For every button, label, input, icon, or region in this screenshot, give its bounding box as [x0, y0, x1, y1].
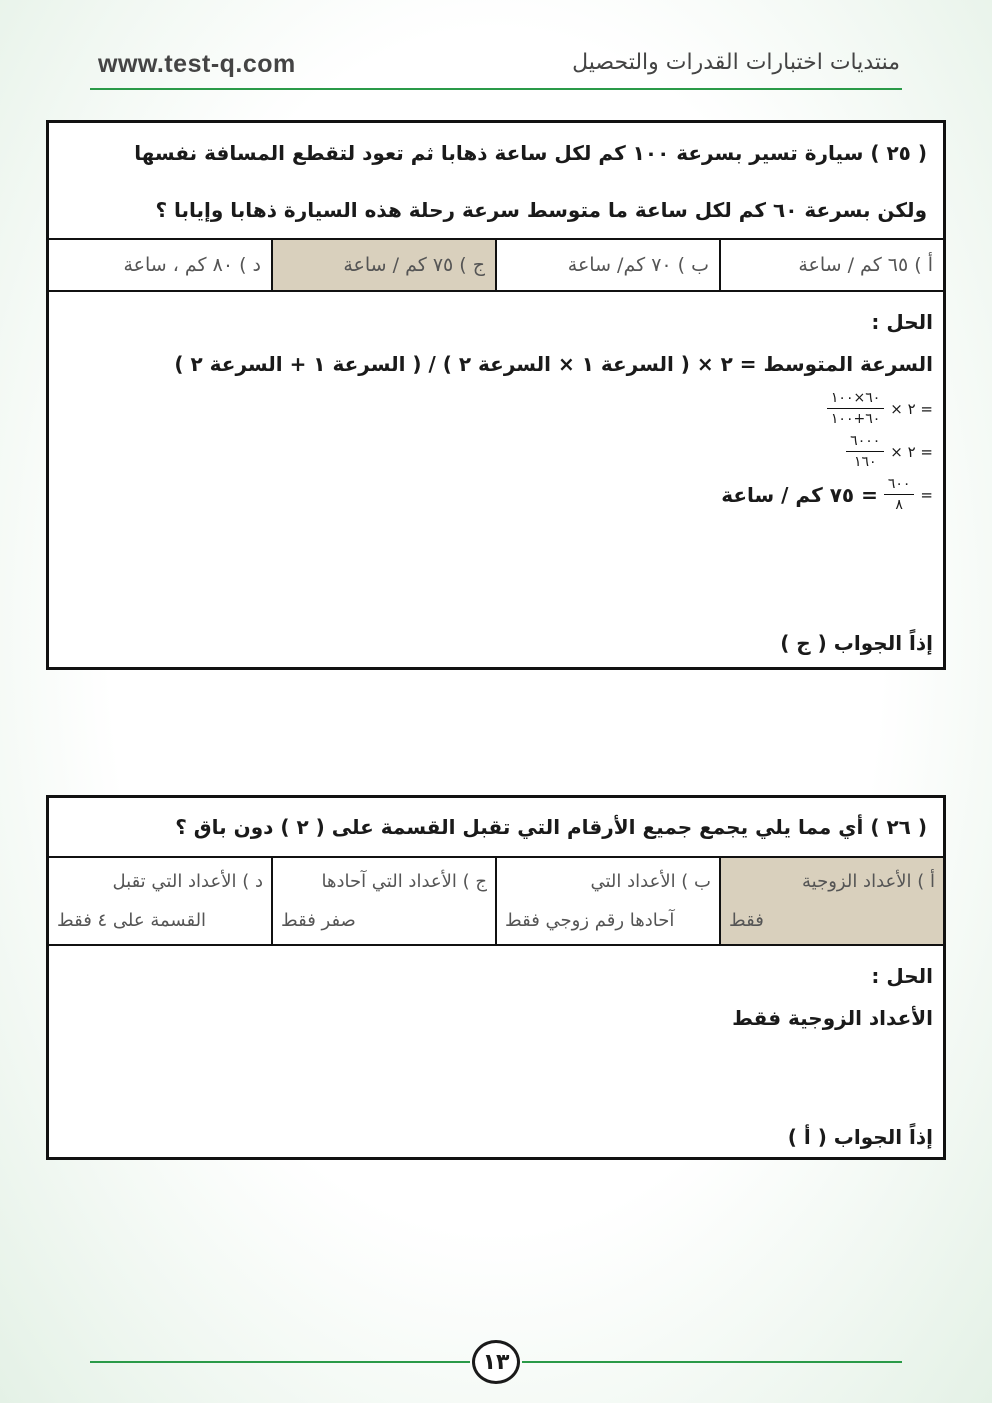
- step-2-fraction: [846, 433, 884, 470]
- question-26-text: ( ٢٦ ) أي مما يلي يجمع جميع الأرقام التي تقبل القسمة على ( ٢ ) دون باق ؟: [175, 815, 927, 839]
- option-c-line-2: صفر فقط: [281, 910, 356, 931]
- option-b-line-1: ب ) الأعداد التي: [590, 871, 711, 892]
- option-a[interactable]: أ ) ٦٥ كم / ساعة: [719, 240, 943, 290]
- step-2-prefix: = ٢ ×: [890, 442, 933, 461]
- footer-divider-right: [522, 1361, 902, 1363]
- option-b[interactable]: ب ) ٧٠ كم/ ساعة: [495, 240, 719, 290]
- question-25-solution: [49, 292, 943, 667]
- solution-step-2: [65, 433, 933, 470]
- question-26-solution: [49, 946, 943, 1161]
- option-d-line-1: د ) الأعداد التي تقبل: [112, 871, 263, 892]
- site-url[interactable]: www.test-q.com: [98, 50, 296, 78]
- page-number: ١٣: [472, 1340, 520, 1384]
- step-3-fraction: [884, 476, 915, 513]
- solution-label: الحل :: [871, 310, 933, 334]
- header-divider: [90, 88, 902, 90]
- step-1-prefix: = ٢ ×: [890, 399, 933, 418]
- average-speed-formula: السرعة المتوسط = ٢ × ( السرعة ١ × السرعة ٢ ) / ( السرعة ١ + السرعة ٢ ): [174, 352, 933, 376]
- step-1-numerator: ٦٠×١٠٠: [827, 390, 884, 409]
- option-d-line-2: القسمة على ٤ فقط: [57, 910, 207, 931]
- question-25-text: [49, 123, 943, 238]
- option-a-line-1: أ ) الأعداد الزوجية: [802, 871, 935, 892]
- solution-step-3: [65, 476, 933, 513]
- question-25-answer: إذاً الجواب ( ج ): [780, 631, 933, 655]
- step-2-denominator: ١٦٠: [853, 454, 877, 470]
- question-25-line-2: ولكن بسرعة ٦٠ كم لكل ساعة ما متوسط سرعة رحلة هذه السيارة ذهابا وإيابا ؟: [155, 198, 927, 222]
- step-3-prefix: =: [920, 485, 933, 504]
- step-2-numerator: ٦٠٠٠: [846, 433, 884, 452]
- option-c[interactable]: [271, 858, 495, 944]
- question-25-line-1: ( ٢٥ ) سيارة تسير بسرعة ١٠٠ كم لكل ساعة ذهابا ثم تعود لتقطع المسافة نفسها: [134, 141, 927, 165]
- option-a-line-2: فقط: [729, 910, 764, 931]
- step-1-fraction: [827, 390, 884, 427]
- option-c-line-1: ج ) الأعداد التي آحادها: [321, 871, 487, 892]
- option-c-correct[interactable]: ج ) ٧٥ كم / ساعة: [271, 240, 495, 290]
- question-25-box: [46, 120, 946, 670]
- question-26-box: [46, 795, 946, 1160]
- step-3-numerator: ٦٠٠: [884, 476, 915, 495]
- question-26-options: [49, 856, 943, 946]
- solution-text: الأعداد الزوجية فقط: [732, 1006, 933, 1030]
- solution-step-1: [65, 390, 933, 427]
- option-a-correct[interactable]: [719, 858, 943, 944]
- step-3-result: = ٧٥ كم / ساعة: [721, 482, 878, 507]
- solution-label: الحل :: [871, 964, 933, 988]
- option-d[interactable]: د ) ٨٠ كم ، ساعة: [123, 254, 261, 276]
- question-25-options: [49, 238, 943, 292]
- option-d[interactable]: [49, 858, 271, 944]
- question-26-answer: إذاً الجواب ( أ ): [787, 1125, 933, 1149]
- step-1-denominator: ٦٠+١٠٠: [830, 411, 881, 427]
- option-b[interactable]: [495, 858, 719, 944]
- footer-divider-left: [90, 1361, 470, 1363]
- option-b-line-2: آحادها رقم زوجي فقط: [505, 910, 675, 931]
- forum-title: منتديات اختبارات القدرات والتحصيل: [572, 50, 900, 75]
- step-3-denominator: ٨: [895, 497, 903, 513]
